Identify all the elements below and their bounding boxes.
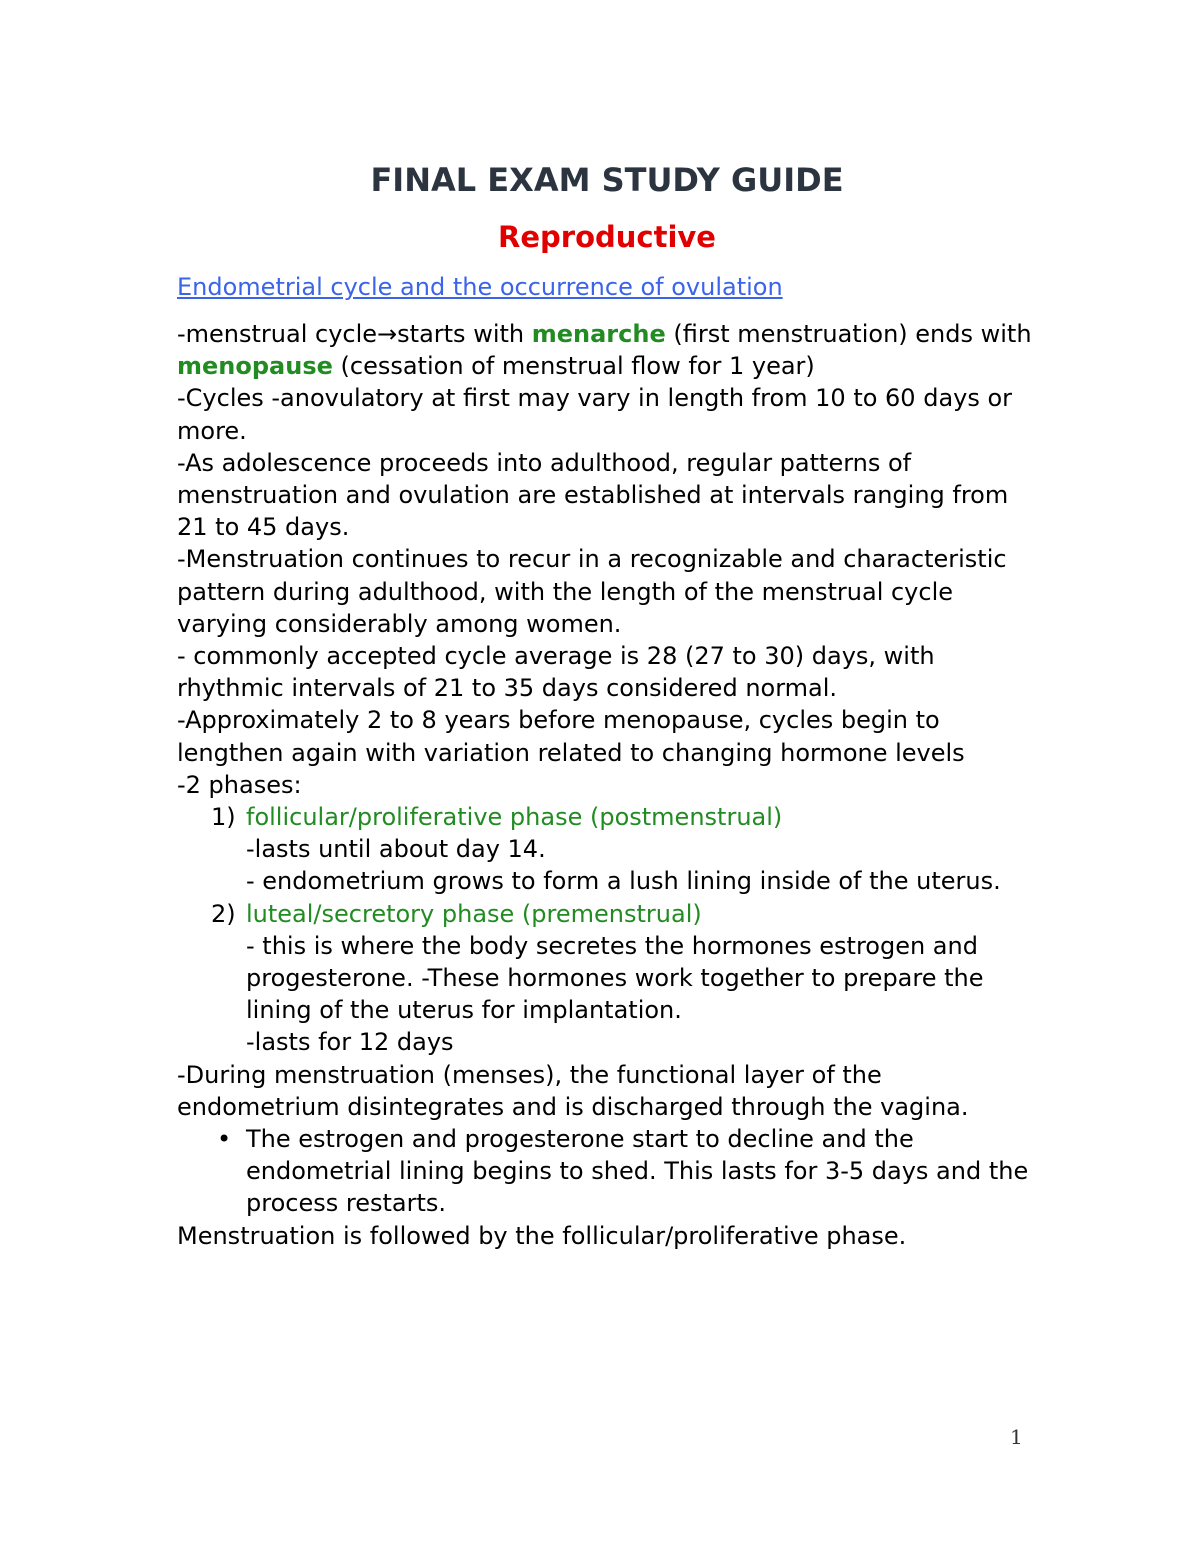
paragraph-adolescence: -As adolescence proceeds into adulthood, regular patterns of menstruation and ovulation are established at intervals ranging from 21 to 45 days. [177, 448, 1009, 542]
list-number: 2) [211, 899, 236, 928]
paragraph-perimenopause: -Approximately 2 to 8 years before menopause, cycles begin to lengthen again with variation related to changing hormone levels [177, 706, 965, 767]
paragraph-phases-intro: -2 phases: [177, 770, 302, 799]
page-number: 1 [1010, 1425, 1023, 1449]
bullet-text: The estrogen and progesterone start to decline and the endometrial lining begins to shed. This lasts for 3-5 days and the process restarts. [246, 1125, 1029, 1218]
phase-item-luteal [177, 898, 1037, 930]
phase-item-follicular [177, 801, 1037, 833]
phase-name: luteal/secretory phase (premenstrual) [246, 899, 702, 928]
bullet-item [177, 1123, 1037, 1220]
paragraph-average: - commonly accepted cycle average is 28 (27 to 30) days, with rhythmic intervals of 21 to 35 days considered normal. [177, 642, 935, 703]
phase-detail: - endometrium grows to form a lush lining inside of the uterus. [246, 867, 1001, 896]
section-heading: Endometrial cycle and the occurrence of ovulation [177, 273, 783, 301]
term-menopause: menopause [177, 352, 333, 381]
arrow-icon: → [377, 320, 398, 348]
document-subtitle: Reproductive [498, 220, 716, 254]
document-body [177, 318, 1037, 1252]
intro-paragraph: -menstrual cycle→starts with menarche (first menstruation) ends with menopause (cessation of menstrual flow for 1 year) [177, 320, 1032, 381]
list-number: 1) [211, 803, 236, 832]
bullet-icon: • [217, 1125, 232, 1154]
document-page [177, 160, 1037, 1252]
paragraph-adulthood: -Menstruation continues to recur in a recognizable and characteristic pattern during adulthood, with the length of the menstrual cycle varying considerably among women. [177, 545, 1007, 638]
phase-detail: -lasts for 12 days [246, 1028, 454, 1057]
paragraph-menses: -During menstruation (menses), the functional layer of the endometrium disintegrates and is discharged through the vagina. [177, 1060, 969, 1121]
phase-name: follicular/proliferative phase (postmenstrual) [246, 803, 783, 832]
phase-detail: -lasts until about day 14. [246, 835, 546, 864]
phase-detail: - this is where the body secretes the hormones estrogen and progesterone. -These hormones work together to prepare the lining of the uterus for implantation. [246, 931, 984, 1025]
paragraph-closing: Menstruation is followed by the follicular/proliferative phase. [177, 1221, 907, 1250]
document-title: FINAL EXAM STUDY GUIDE [370, 161, 844, 199]
term-menarche: menarche [531, 320, 666, 348]
paragraph-cycles: -Cycles -anovulatory at first may vary in length from 10 to 60 days or more. [177, 384, 1013, 445]
